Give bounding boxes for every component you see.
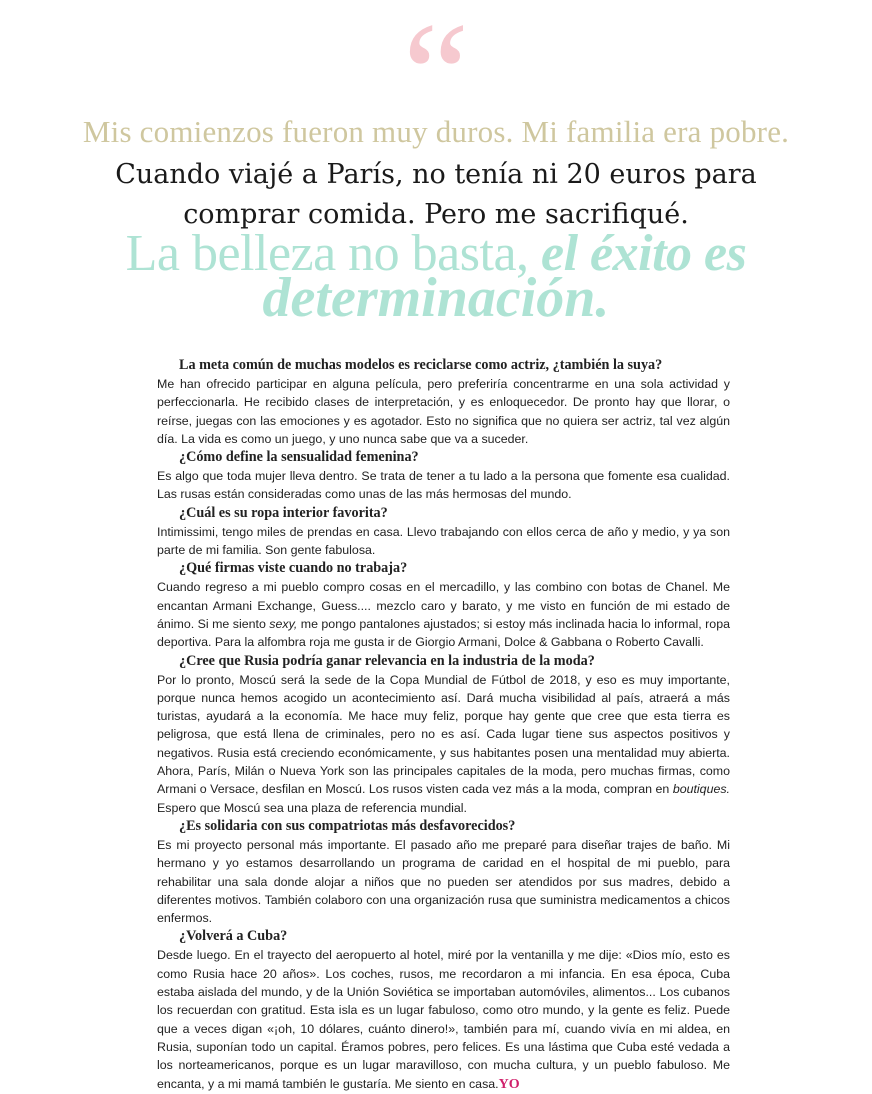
answer-5-part2: Espero que Moscú sea una plaza de referencia mundial. — [157, 800, 467, 815]
answer-5-italic: boutiques. — [672, 782, 730, 797]
question-2: ¿Cómo define la sensualidad femenina? — [179, 449, 419, 466]
answer-4-italic: sexy, — [269, 616, 298, 631]
pull-quote-line2: Cuando viajé a París, no tenía ni 20 euros para — [115, 159, 757, 190]
interview-body — [157, 356, 730, 1094]
answer-7 — [157, 946, 730, 1093]
quote-mark-icon: “ — [402, 0, 470, 110]
answer-5 — [157, 671, 730, 817]
pull-quote-line1: Mis comienzos fueron muy duros. Mi familia era pobre. — [82, 114, 790, 149]
pull-quote-line3: comprar comida. Pero me sacrifiqué. — [183, 199, 689, 230]
question-5: ¿Cree que Rusia podría ganar relevancia en la industria de la moda? — [179, 652, 595, 669]
pull-quote-highlight-line2: determinación. — [262, 267, 610, 329]
answer-3: Intimissimi, tengo miles de prendas en casa. Llevo trabajando con ellos cerca de año y medio, y ya son parte de mi familia. Son gente fabulosa. — [157, 524, 730, 558]
question-1: La meta común de muchas modelos es reciclarse como actriz, ¿también la suya? — [179, 357, 663, 373]
answer-4-part1: Cuando regreso a mi pueblo compro cosas en el mercadillo, y las combino con botas de Chanel. Me encantan Armani Exchange, Guess.... mezclo caro y barato, y me visto en función de mi estado de ánimo. Si me siento — [157, 580, 730, 631]
question-3: ¿Cuál es su ropa interior favorita? — [179, 504, 388, 521]
answer-1: Me han ofrecido participar en alguna película, pero preferiría concentrarme en una sola actividad y perfeccionarla. He recibido clases de interpretación, y es enloquecedor. De pronto hay que llorar, o reírse, juegas con las emociones y es agotador. Esto no significa que no quiera ser actriz, tal vez algún día. La vida es como un juego, y uno nunca sabe que va a suceder. — [157, 377, 730, 446]
answer-4 — [157, 578, 730, 651]
question-7: ¿Volverá a Cuba? — [179, 928, 288, 945]
answer-4-part2: me pongo pantalones ajustados; si estoy más inclinada hacia lo informal, ropa deportiva. Para la alfombra roja me gusta ir de Giorgio Armani, Dolce & Gabbana o Roberto Cavalli. — [157, 616, 730, 650]
end-mark-logo: YO — [498, 1076, 520, 1092]
question-6: ¿Es solidaria con sus compatriotas más desfavorecidos? — [179, 817, 516, 834]
answer-6: Es mi proyecto personal más importante. El pasado año me preparé para diseñar trajes de baño. Mi hermano y yo estamos desarrollando un programa de caridad en el hospital de mi pueblo, para rehabilitar una sala donde alojar a niños que no pueden ser atendidos por sus madres, debido a diferentes motivos. También colaboro con una organización rusa que suministra medicamentos a chicos enfermos. — [157, 837, 730, 926]
highlight-plain: La belleza no basta, — [125, 225, 529, 282]
answer-5-part1: Por lo pronto, Moscú será la sede de la Copa Mundial de Fútbol de 2018, y eso es muy importante, porque nunca hemos acogido un acontecimiento así. Dará mucha visibilidad al país, atraerá a más turistas, ayudará a la economía. Me hace muy feliz, porque hay gente que cree que esta tierra es peligrosa, que está llena de criminales, pero no es así. Cada lugar tiene sus aspectos positivos y negativos. Rusia está creciendo económicamente, y sus habitantes posen una mentalidad muy abierta. Ahora, París, Milán o Nueva York son las principales capitales de la moda, pero muchas firmas, como Armani o Versace, desfilan en Moscú. Los rusos visten cada vez más a la moda, compran en — [157, 672, 730, 797]
question-4: ¿Qué firmas viste cuando no trabaja? — [179, 560, 408, 577]
answer-7-text: Desde luego. En el trayecto del aeropuerto al hotel, miré por la ventanilla y me dije: «Dios mío, esto es como Rusia hace 20 años». Los coches, rusos, me recordaron a mi infancia. En esa época, Cuba estaba aislada del mundo, y de la Unión Soviética se importaban automóviles, alimentos... Los cubanos los recuerdan con gratitud. Esta isla es un lugar fabuloso, como otro mundo, y la gente es feliz. Puede que a veces digan «¡oh, 10 dólares, cuánto dinero!», también para mí, cuando vivía en mi aldea, en Rusia, suponían todo un capital. Éramos pobres, pero felices. Es una lástima que Cuba esté vedada a los norteamericanos, porque es un lugar maravilloso, con mucha cultura, y un pueblo fabuloso. Me encanta, y a mi mamá también le gustaría. Me siento en casa. — [157, 948, 730, 1091]
answer-2: Es algo que toda mujer lleva dentro. Se trata de tener a tu lado a la persona que fomente esa cualidad. Las rusas están consideradas como unas de las más hermosas del mundo. — [157, 469, 730, 502]
highlight-italic: el éxito es — [541, 225, 747, 282]
